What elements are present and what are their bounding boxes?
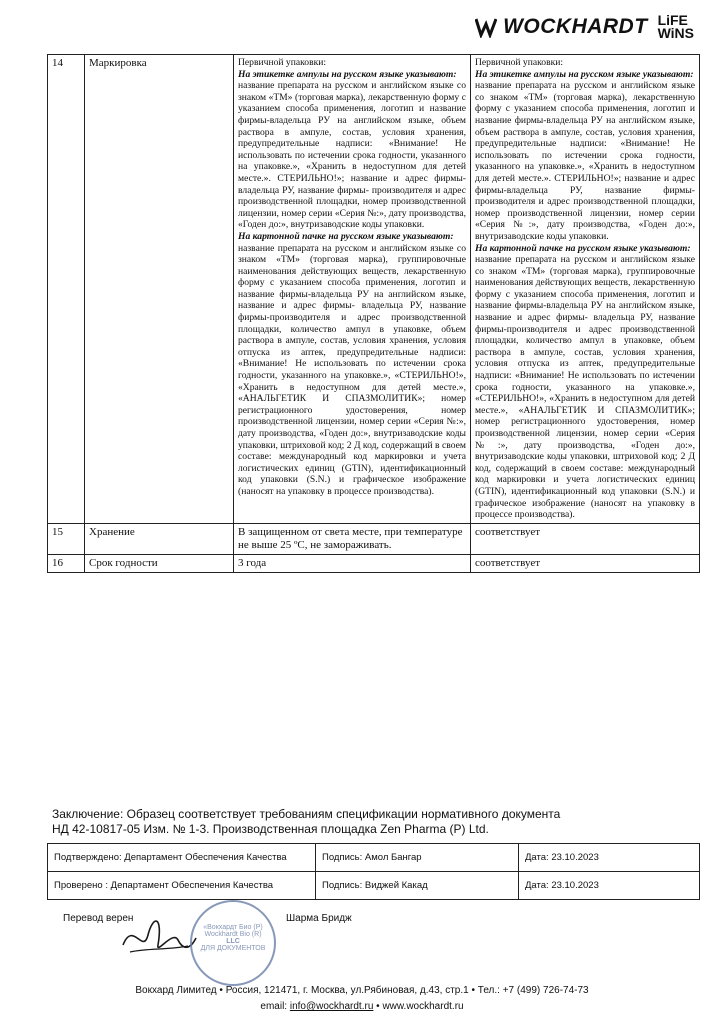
stamp-line: Wockhardt Bio (R) xyxy=(204,931,262,938)
footer-address: Вокхард Лимитед • Россия, 121471, г. Москва, ул.Рябиновая, д.43, стр.1 • Тел.: +7 (499) 726-74-73 xyxy=(135,985,589,996)
row-result xyxy=(471,55,700,524)
row-result: соответствует xyxy=(471,554,700,572)
row-number: 14 xyxy=(48,55,85,524)
req-paragraph: название препарата на русском и английском языке со знаком «ТМ» (торговая марка), группировочные наименования действующих веществ, лекарственную форму с указанием способа применения, логотип и название фирмы-владельца РУ на английском языке, название и адрес фирмы- владельца РУ, название фирмы-производителя и адрес производственной площадки, количество ампул в упаковке, объем раствора в ампуле, состав, условия хранения, условия отпуска из аптек, предупредительные надписи: «Внимание! Не использовать по истечении срока годности, указанного на упаковке.», «СТЕРИЛЬНО!», «Хранить в недоступном для детей месте.», «АНАЛЬГЕТИК И СПАЗМОЛИТИК»; номер регистрационного удостоверения, номер производственной лицензии, номер серии «Серия №:», дату производства, «Годен до:», внутризаводские коды упаковки, штриховой код; 2 Д код, содержащий в своем составе: международный код маркировки и учета логистических единиц (GTIN), идентификационный код упаковки (S.N.) и графическое изображение (наносят на упаковку в процессе производства). xyxy=(238,242,466,497)
stamp-line: LLC xyxy=(226,938,240,945)
row-requirement xyxy=(234,55,471,524)
signature-date: Дата: 23.10.2023 xyxy=(519,872,700,900)
conclusion xyxy=(52,807,692,837)
row-number: 16 xyxy=(48,554,85,572)
handwritten-signature xyxy=(118,910,198,960)
brand-name: WOCKHARDT xyxy=(503,15,648,38)
res-heading: На этикетке ампулы на русском языке указывают: xyxy=(475,68,694,80)
table-row xyxy=(48,554,700,572)
company-stamp xyxy=(190,900,276,986)
stamp-line: ДЛЯ ДОКУМЕНТОВ xyxy=(200,945,266,952)
logo xyxy=(475,14,694,40)
signature-name: Подпись: Амол Бангар xyxy=(316,844,519,872)
row-parameter: Хранение xyxy=(85,523,234,554)
lifewins-logo xyxy=(658,14,694,40)
row-requirement: 3 года xyxy=(234,554,471,572)
signature-table xyxy=(47,843,700,900)
req-heading: На картонной пачке на русском языке указывают: xyxy=(238,230,454,242)
req-paragraph: название препарата на русском и английском языке со знаком «ТМ» (торговая марка), лекарственную форму с указанием способа применения, логотип и название фирмы-владельца РУ на английском языке, объем раствора в ампуле, состав, условия хранения, предупредительные надписи: «Внимание! Не использовать по истечении срока годности, указанного на упаковке.», «Хранить в недоступном для детей месте.». СТЕРИЛЬНО!»; название и адрес фирмы-владельца РУ, название фирмы- производителя и адрес производственной площадки, номер производственной лицензии, номер серии «Серия №:», дату производства, «Годен до:», внутризаводские коды упаковки. xyxy=(238,80,466,231)
conclusion-line2: НД 42-10817-05 Изм. № 1-3. Производственная площадка Zen Pharma (P) Ltd. xyxy=(52,822,489,836)
footer-email-label: email: xyxy=(260,1001,290,1012)
res-heading: На картонной пачке на русском языке указывают: xyxy=(475,242,691,254)
table-row xyxy=(48,523,700,554)
signature-role: Подтверждено: Департамент Обеспечения Качества xyxy=(48,844,316,872)
stamp-line: «Вокхардт Био (Р) xyxy=(203,924,263,931)
signature-name: Подпись: Виджей Какад xyxy=(316,872,519,900)
tagline-line1: LiFE xyxy=(657,12,688,28)
row-parameter: Маркировка xyxy=(85,55,234,524)
translation-label: Перевод верен xyxy=(63,913,134,924)
footer-website: • www.wockhardt.ru xyxy=(373,1001,464,1012)
footer-email-link[interactable]: info@wockhardt.ru xyxy=(289,1001,374,1012)
req-heading: На этикетке ампулы на русском языке указывают: xyxy=(238,68,457,80)
res-paragraph: название препарата на русском и английском языке со знаком «ТМ» (торговая марка), лекарственную форму с указанием способа применения, логотип и название фирмы-владельца РУ на английском языке, объем раствора в ампуле, состав, условия хранения, предупредительные надписи: «Внимание! Не использовать по истечении срока годности, указанного на упаковке.», «Хранить в недоступном для детей месте.». СТЕРИЛЬНО!»; название и адрес фирмы-владельца РУ, название фирмы-производителя и адрес производственной площадки, номер производственной лицензии, номер серии «Серия №:», дату производства, «Годен до:», внутризаводские коды упаковки. xyxy=(475,80,695,242)
row-parameter: Срок годности xyxy=(85,554,234,572)
signature-row xyxy=(48,872,700,900)
wockhardt-logo xyxy=(475,15,648,39)
row-result: соответствует xyxy=(471,523,700,554)
signature-row xyxy=(48,844,700,872)
translator-name: Шарма Бридж xyxy=(286,913,352,924)
spec-table xyxy=(47,54,700,573)
row-number: 15 xyxy=(48,523,85,554)
signature-role: Проверено : Департамент Обеспечения Качества xyxy=(48,872,316,900)
footer-contacts xyxy=(0,1001,724,1012)
res-paragraph: Первичной упаковки: xyxy=(475,57,564,68)
signature-date: Дата: 23.10.2023 xyxy=(519,844,700,872)
tagline-line2: WiNS xyxy=(657,25,694,41)
table-row xyxy=(48,55,700,524)
res-paragraph: название препарата на русском и английском языке со знаком «ТМ» (торговая марка), группировочные наименования действующих веществ, лекарственную форму с указанием способа применения, логотип и название фирмы-владельца РУ на английском языке, название и адрес фирмы- владельца РУ, название фирмы-производителя и адрес производственной площадки, количество ампул в упаковке, объем раствора в ампуле, состав, условия хранения, условия отпуска из аптек, предупредительные надписи: «Внимание! Не использовать по истечении срока годности, указанного на упаковке.», «СТЕРИЛЬНО!», «Хранить в недоступном для детей месте.», «АНАЛЬГЕТИК И СПАЗМОЛИТИК»; номер регистрационного удостоверения, номер производственной лицензии, номер серии «Серия №:», дату производства, «Годен до:», внутризаводские коды упаковки, штриховой код; 2 Д код, содержащий в своем составе: международный код маркировки и учета логистических единиц (GTIN), идентификационный код упаковки (S.N.) и графическое изображение (наносят на упаковку в процессе производства). xyxy=(475,254,695,521)
w-logo-icon xyxy=(475,16,497,38)
conclusion-line1: Заключение: Образец соответствует требованиям спецификации нормативного документа xyxy=(52,807,561,821)
row-requirement: В защищенном от света месте, при температуре не выше 25 ºС, не замораживать. xyxy=(234,523,471,554)
req-paragraph: Первичной упаковки: xyxy=(238,57,327,68)
